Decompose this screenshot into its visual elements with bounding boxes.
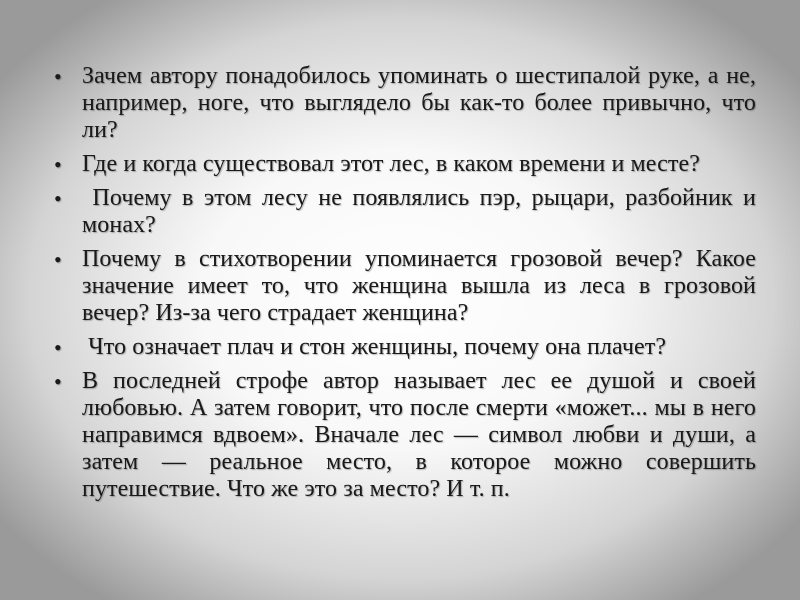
bullet-icon: • [54, 335, 62, 360]
list-item [50, 63, 756, 144]
list-item [50, 151, 756, 178]
list-item [50, 246, 756, 327]
bullet-icon: • [54, 369, 62, 394]
bullet-icon: • [54, 152, 62, 177]
list-item-text: Почему в стихотворении упоминается грозовой вечер? Какое значение имеет то, что женщина вышла из леса в грозовой вечер? Из-за чего страдает женщина? [82, 246, 756, 326]
list-item-text: Что означает плач и стон женщины, почему она плачет? [82, 334, 667, 360]
bullet-icon: • [54, 186, 62, 211]
list-item [50, 368, 756, 503]
question-list [50, 63, 763, 510]
list-item-text: Где и когда существовал этот лес, в каком времени и месте? [82, 151, 700, 177]
list-item [50, 185, 763, 239]
list-item [50, 334, 756, 361]
bullet-icon: • [54, 64, 62, 89]
list-item-text: В последней строфе автор называет лес ее душой и своей любовью. А затем говорит, что после смерти «может... мы в него направимся вдвоем». Вначале лес — символ любви и души, а затем — реальное место, в которое можно совершить путешествие. Что же это за место? И т. п. [82, 368, 756, 502]
list-item-text: Почему в этом лесу не появлялись пэр, рыцари, разбойник и монах? [82, 185, 763, 238]
list-item-text: Зачем автору понадобилось упоминать о шестипалой руке, а не, например, ноге, что выглядело бы как-то более привычно, что ли? [82, 63, 756, 143]
bullet-icon: • [54, 247, 62, 272]
